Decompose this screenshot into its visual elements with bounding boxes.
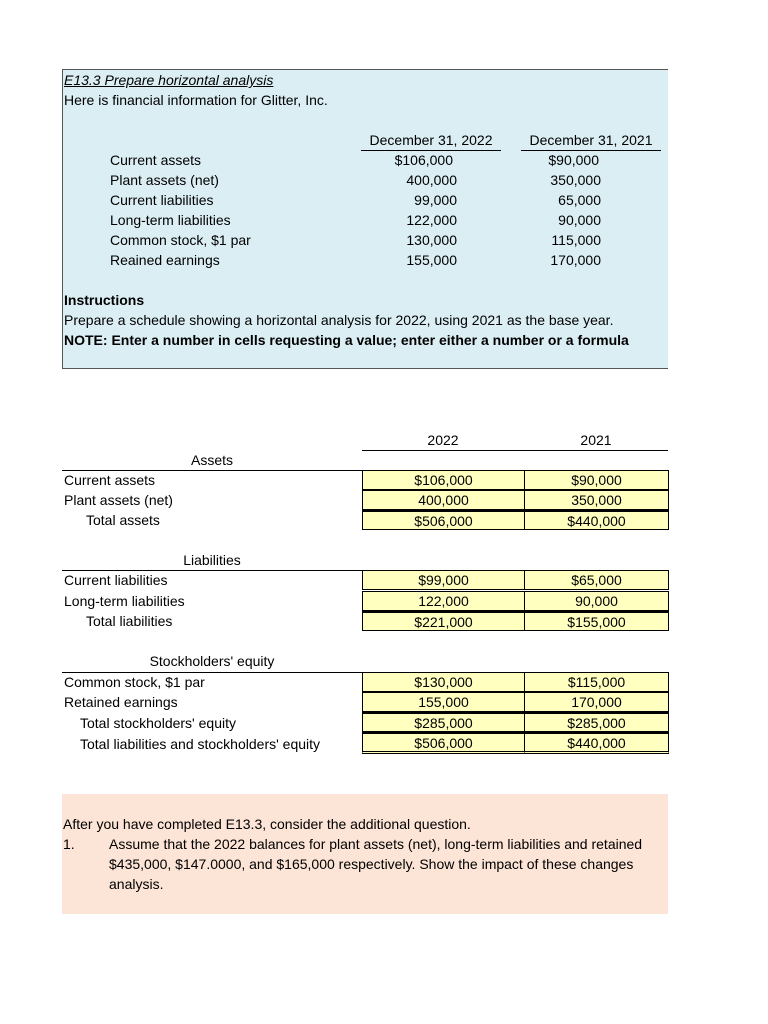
info-row-2022: $106,000 xyxy=(394,152,453,168)
instructions-heading: Instructions xyxy=(64,292,145,308)
grand-total-label: Total liabilities and stockholders' equity xyxy=(80,736,321,752)
question-line-2: $435,000, $147.0000, and $165,000 respectively. Show the impact of these changes xyxy=(109,856,634,872)
info-row-label: Plant assets (net) xyxy=(110,172,219,188)
question-line-3: analysis. xyxy=(109,876,164,892)
schedule-col-header-2021: 2021 xyxy=(524,430,668,451)
assets-cell-2022[interactable]: $106,000 xyxy=(362,470,525,490)
info-row-2021: $90,000 xyxy=(548,152,599,168)
assets-cell-2021[interactable]: $90,000 xyxy=(524,470,669,490)
assets-cell-2022[interactable]: 400,000 xyxy=(362,490,525,510)
info-row-2022: 130,000 xyxy=(406,232,457,248)
liabilities-cell-2022[interactable]: 122,000 xyxy=(362,591,525,611)
total-assets-label: Total assets xyxy=(86,512,160,528)
grand-total-2022[interactable]: $506,000 xyxy=(362,732,525,754)
info-row-2022: 400,000 xyxy=(406,172,457,188)
total-liabilities-2021[interactable]: $155,000 xyxy=(524,611,669,631)
question-intro: After you have completed E13.3, consider the additional question. xyxy=(63,816,471,832)
total-assets-2021[interactable]: $440,000 xyxy=(524,510,669,530)
equity-cell-2021[interactable]: 170,000 xyxy=(524,692,669,712)
info-row-2021: 90,000 xyxy=(558,212,601,228)
total-equity-label: Total stockholders' equity xyxy=(80,715,236,731)
info-row-label: Long-term liabilities xyxy=(110,212,231,228)
liabilities-cell-2021[interactable]: $65,000 xyxy=(524,570,669,590)
info-row-label: Common stock, $1 par xyxy=(110,232,251,248)
info-row-2021: 170,000 xyxy=(550,252,601,268)
equity-cell-2021[interactable]: $115,000 xyxy=(524,672,669,692)
liabilities-row-label: Current liabilities xyxy=(64,572,168,588)
exercise-info-box xyxy=(62,69,668,369)
total-assets-2022[interactable]: $506,000 xyxy=(362,510,525,530)
liabilities-section-title: Liabilities xyxy=(183,552,241,568)
info-row-label: Current liabilities xyxy=(110,192,214,208)
info-row-2021: 65,000 xyxy=(558,192,601,208)
instructions-text: Prepare a schedule showing a horizontal analysis for 2022, using 2021 as the base year. xyxy=(64,312,614,328)
total-equity-2021[interactable]: $285,000 xyxy=(524,712,669,732)
exercise-intro: Here is financial information for Glitter, Inc. xyxy=(64,92,328,108)
equity-row-label: Retained earnings xyxy=(64,694,178,710)
total-liabilities-label: Total liabilities xyxy=(86,613,173,629)
info-row-label: Current assets xyxy=(110,152,202,168)
equity-row-label: Common stock, $1 par xyxy=(64,674,205,690)
info-row-2022: 99,000 xyxy=(414,192,457,208)
info-col-header-2022: December 31, 2022 xyxy=(361,130,501,151)
info-row-label: Reained earnings xyxy=(110,252,220,268)
additional-question-box xyxy=(62,794,668,914)
liabilities-row-label: Long-term liabilities xyxy=(64,593,185,609)
equity-cell-2022[interactable]: 155,000 xyxy=(362,692,525,712)
grand-total-2021[interactable]: $440,000 xyxy=(524,732,669,754)
schedule-col-header-2022: 2022 xyxy=(362,430,524,451)
question-number: 1. xyxy=(63,836,75,852)
liabilities-cell-2022[interactable]: $99,000 xyxy=(362,570,525,590)
total-liabilities-2022[interactable]: $221,000 xyxy=(362,611,525,631)
info-row-2021: 115,000 xyxy=(551,232,601,248)
assets-row-label: Current assets xyxy=(64,472,156,488)
info-row-2021: 350,000 xyxy=(550,172,601,188)
question-line-1: Assume that the 2022 balances for plant assets (net), long-term liabilities and retained xyxy=(109,836,643,852)
instructions-note: NOTE: Enter a number in cells requesting a value; enter either a number or a formula xyxy=(64,332,629,348)
exercise-title: E13.3 Prepare horizontal analysis xyxy=(64,72,274,88)
equity-cell-2022[interactable]: $130,000 xyxy=(362,672,525,692)
assets-cell-2021[interactable]: 350,000 xyxy=(524,490,669,510)
info-row-2022: 155,000 xyxy=(406,252,457,268)
assets-row-label: Plant assets (net) xyxy=(64,492,173,508)
liabilities-cell-2021[interactable]: 90,000 xyxy=(524,591,669,611)
info-col-header-2021: December 31, 2021 xyxy=(521,130,661,151)
equity-section-title: Stockholders' equity xyxy=(149,653,275,669)
info-row-2022: 122,000 xyxy=(406,212,457,228)
total-equity-2022[interactable]: $285,000 xyxy=(362,712,525,732)
assets-section-title: Assets xyxy=(190,452,233,468)
